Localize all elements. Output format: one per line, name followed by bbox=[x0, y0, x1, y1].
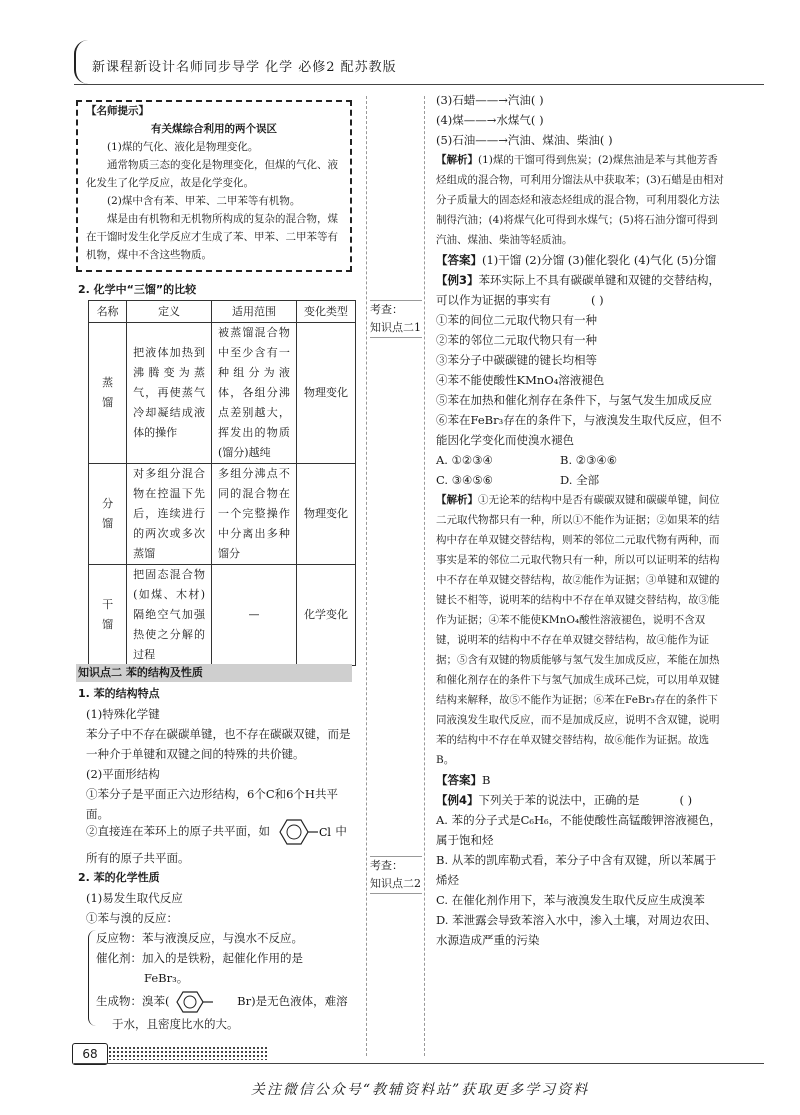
table-row bbox=[89, 464, 356, 565]
bromobenzene-line bbox=[96, 988, 358, 1014]
question-item: (4)煤——→水煤气( ) bbox=[436, 113, 544, 127]
distillation-comparison-table bbox=[88, 300, 356, 666]
example-option: ⑤苯在加热和催化剂存在条件下，与氢气发生加成反应 bbox=[436, 393, 712, 407]
bromobenzene-structure-icon bbox=[173, 990, 237, 1014]
tip-title: 有关煤综合利用的两个误区 bbox=[151, 123, 277, 135]
paragraph: ①苯分子是平面正六边形结构，6个C和6个H共平面。 bbox=[86, 787, 338, 821]
tip-line: (1)煤的气化、液化是物理变化。 bbox=[107, 141, 259, 153]
side-note-2 bbox=[370, 856, 422, 894]
example-option: C. 在催化剂作用下，苯与液溴发生取代反应生成溴苯 bbox=[436, 893, 705, 907]
table-header-cell: 变化类型 bbox=[296, 301, 355, 323]
subsection-title: 2. 苯的化学性质 bbox=[78, 871, 160, 884]
answer-tag: 【答案】 bbox=[436, 253, 482, 267]
answer-text: B bbox=[482, 773, 491, 787]
side-note-body: 知识点二2 bbox=[370, 877, 421, 890]
table-header-cell: 定义 bbox=[127, 301, 212, 323]
table-cell-definition: 把液体加热到沸腾变为蒸气，再使蒸气冷却凝结成液体的操作 bbox=[127, 323, 212, 464]
table-row bbox=[89, 323, 356, 464]
section-title-three-distillations: 2. 化学中“三馏”的比较 bbox=[78, 283, 197, 296]
example-option: D. 苯泄露会导致苯溶入水中，渗入土壤，对周边农田、水源造成严重的污染 bbox=[436, 913, 717, 947]
table-cell-name: 蒸馏 bbox=[89, 323, 127, 464]
knowledge-point-two-bar: 知识点二 苯的结构及性质 bbox=[76, 664, 352, 682]
table-cell-type: 化学变化 bbox=[296, 565, 355, 666]
question-item: (3)石蜡——→汽油( ) bbox=[436, 93, 544, 107]
table-cell-scope: — bbox=[212, 565, 297, 666]
header-bracket-ornament bbox=[74, 40, 88, 84]
answer-paren: ( ) bbox=[679, 793, 693, 807]
chlorobenzene-structure-icon bbox=[274, 817, 332, 847]
text-fragment: Br bbox=[237, 994, 252, 1008]
choice-row bbox=[436, 470, 726, 490]
paragraph: 所有的原子共平面。 bbox=[86, 851, 190, 865]
choice-row bbox=[436, 450, 726, 470]
tip-line: (2)煤中含有苯、甲苯、二甲苯等有机物。 bbox=[107, 195, 301, 207]
text-fragment: 生成物：溴苯( bbox=[96, 994, 170, 1008]
paragraph: 于水，且密度比水的大。 bbox=[112, 1017, 239, 1031]
table-cell-name: 干馏 bbox=[89, 565, 127, 666]
paragraph: FeBr₃。 bbox=[144, 971, 189, 985]
table-cell-definition: 对多组分混合物在控温下先后，连续进行的两次或多次蒸馏 bbox=[127, 464, 212, 565]
example-option: A. 苯的分子式是C₆H₆，不能使酸性高锰酸钾溶液褪色，属于饱和烃 bbox=[436, 813, 722, 847]
subsection-heading: (2)平面形结构 bbox=[86, 767, 160, 781]
header-rule bbox=[74, 84, 764, 85]
example-option: B. 从苯的凯库勒式看，苯分子中含有双键，所以苯属于烯烃 bbox=[436, 853, 717, 887]
column-divider-right bbox=[424, 96, 425, 1056]
choice-option: D. 全部 bbox=[560, 473, 600, 487]
example-stem-text: 苯环实际上不具有碳碳单键和双键的交替结构，可以作为证据的事实有 bbox=[436, 273, 721, 307]
example-stem-text: 下列关于苯的说法中，正确的是 bbox=[478, 793, 640, 807]
example-option: ②苯的邻位二元取代物只有一种 bbox=[436, 333, 597, 347]
choice-option: A. ①②③④ bbox=[436, 453, 493, 467]
table-cell-definition: 把固态混合物(如煤、木材)隔绝空气加强热使之分解的过程 bbox=[127, 565, 212, 666]
analysis-paragraph bbox=[436, 150, 726, 250]
example-tag: 【例3】 bbox=[436, 273, 479, 287]
answer-text: (1)干馏 (2)分馏 (3)催化裂化 (4)气化 (5)分馏 bbox=[482, 253, 717, 267]
tip-line: 通常物质三态的变化是物理变化，但煤的气化、液化发生了化学反应，故是化学变化。 bbox=[86, 159, 338, 189]
tip-line: 煤是由有机物和无机物所构成的复杂的混合物，煤在干馏时发生化学反应才生成了苯、甲苯、二甲苯等有机物，煤中不含这些物质。 bbox=[86, 213, 338, 261]
chlorine-label: Cl bbox=[318, 826, 331, 839]
example-tag: 【例4】 bbox=[436, 793, 479, 807]
answer-paren: ( ) bbox=[591, 293, 604, 307]
text-fragment: ②直接连在苯环上的原子共平面，如 bbox=[86, 824, 270, 838]
example-option: ③苯分子中碳碳键的键长均相等 bbox=[436, 353, 597, 367]
table-cell-scope: 被蒸馏混合物中至少含有一种组分为液体，各组分沸点差别越大，挥发出的物质(馏分)越纯 bbox=[212, 323, 297, 464]
page-number: 68 bbox=[72, 1043, 108, 1065]
bromination-details bbox=[96, 928, 358, 1034]
chlorobenzene-line bbox=[86, 816, 356, 846]
analysis-paragraph bbox=[436, 490, 726, 770]
table-header-cell: 名称 bbox=[89, 301, 127, 323]
choice-option: C. ③④⑤⑥ bbox=[436, 473, 493, 487]
text-fragment: )是无色液体，难溶 bbox=[251, 994, 348, 1008]
side-note-body: 知识点二1 bbox=[370, 321, 421, 334]
analysis-text: ①无论苯的结构中是否有碳碳双键和碳碳单键，间位二元取代物都只有一种，所以①不能作为证据；②如果苯的结构中存在单双键交替结构，则苯的邻位二元取代物有两种，而事实是苯的邻位二元取代物只有一种，所以可以证明苯的结构中不存在单双键交替结构，故②能作为证据；③单键和双键的键长不相等，说明苯的结构中不存在单双键交替结构，故③能作为证据；④苯不能使KMnO₄酸性溶液褪色，说明不含双键，说明苯的结构中不存在单双键交替结构，故④能作为证据；⑤含有双键的物质能够与氢气发生加成反应，苯能在加热和催化剂存在的条件下与氢气加成生成环己烷，可以用单双键结构来解释，故⑤不能作为证据；⑥苯在FeBr₃存在的条件下同液溴发生取代反应，而不是加成反应，说明不含双键，说明苯的结构中不存在单双键交替结构，故⑥能作为证据。故选B。 bbox=[436, 494, 720, 766]
example-option: ⑥苯在FeBr₃存在的条件下，与液溴发生取代反应，但不能因化学变化而使溴水褪色 bbox=[436, 413, 722, 447]
example-option: ①苯的间位二元取代物只有一种 bbox=[436, 313, 597, 327]
subsection-title: 1. 苯的结构特点 bbox=[78, 687, 160, 700]
subsection-heading: (1)易发生取代反应 bbox=[86, 891, 183, 905]
answer-tag: 【答案】 bbox=[436, 773, 482, 787]
paragraph: 催化剂：加入的是铁粉，起催化作用的是 bbox=[96, 951, 303, 965]
text-fragment: 中 bbox=[335, 824, 347, 838]
table-cell-name: 分馏 bbox=[89, 464, 127, 565]
example-3-stem bbox=[436, 270, 726, 310]
question-item: (5)石油——→汽油、煤油、柴油( ) bbox=[436, 133, 613, 147]
tip-tag: 【名师提示】 bbox=[86, 105, 149, 117]
side-note-1 bbox=[370, 300, 422, 338]
table-header-row bbox=[89, 301, 356, 323]
paragraph: 苯分子中不存在碳碳单键，也不存在碳碳双键，而是一种介于单键和双键之间的特殊的共价键。 bbox=[86, 727, 351, 761]
analysis-text: (1)煤的干馏可得到焦炭；(2)煤焦油是苯与其他芳香烃组成的混合物，可利用分馏法从中获取苯；(3)石蜡是由相对分子质量大的固态烃和液态烃组成的混合物，可利用裂化方法制得汽油；(4)将煤气化可得到水煤气；(5)将石油分馏可得到汽油、煤油、柴油等轻质油。 bbox=[436, 154, 724, 246]
table-cell-scope: 多组分沸点不同的混合物在一个完整操作中分离出多种馏分 bbox=[212, 464, 297, 565]
table-row bbox=[89, 565, 356, 666]
table-cell-type: 物理变化 bbox=[296, 464, 355, 565]
benzene-structure-section bbox=[78, 684, 356, 824]
side-note-title: 考查： bbox=[370, 303, 403, 316]
benzene-chemistry-section bbox=[78, 868, 356, 928]
subsection-heading: ①苯与溴的反应： bbox=[86, 911, 178, 925]
benzene-properties-section bbox=[86, 848, 356, 868]
table-header-cell: 适用范围 bbox=[212, 301, 297, 323]
analysis-tag: 【解析】 bbox=[436, 494, 478, 506]
column-divider-left bbox=[366, 96, 367, 1056]
right-column-top bbox=[436, 90, 726, 950]
page-header-title: 新课程新设计名师同步导学 化学 必修2 配苏教版 bbox=[92, 60, 397, 75]
teacher-tip-box bbox=[76, 100, 352, 272]
footer-rule bbox=[74, 1063, 764, 1064]
example-option: ④苯不能使酸性KMnO₄溶液褪色 bbox=[436, 373, 605, 387]
side-note-title: 考查： bbox=[370, 859, 403, 872]
footer-dot-pattern bbox=[108, 1046, 268, 1060]
analysis-tag: 【解析】 bbox=[436, 154, 478, 166]
table-cell-type: 物理变化 bbox=[296, 323, 355, 464]
paragraph: 反应物：苯与液溴反应，与溴水不反应。 bbox=[96, 931, 303, 945]
footer-advertisement: 关注微信公众号“教辅资料站”获取更多学习资料 bbox=[250, 1082, 590, 1098]
answer-paragraph bbox=[436, 770, 726, 790]
example-4-stem bbox=[436, 790, 726, 810]
subsection-heading: (1)特殊化学键 bbox=[86, 707, 160, 721]
answer-paragraph bbox=[436, 250, 726, 270]
choice-option: B. ②③④⑥ bbox=[560, 453, 618, 467]
